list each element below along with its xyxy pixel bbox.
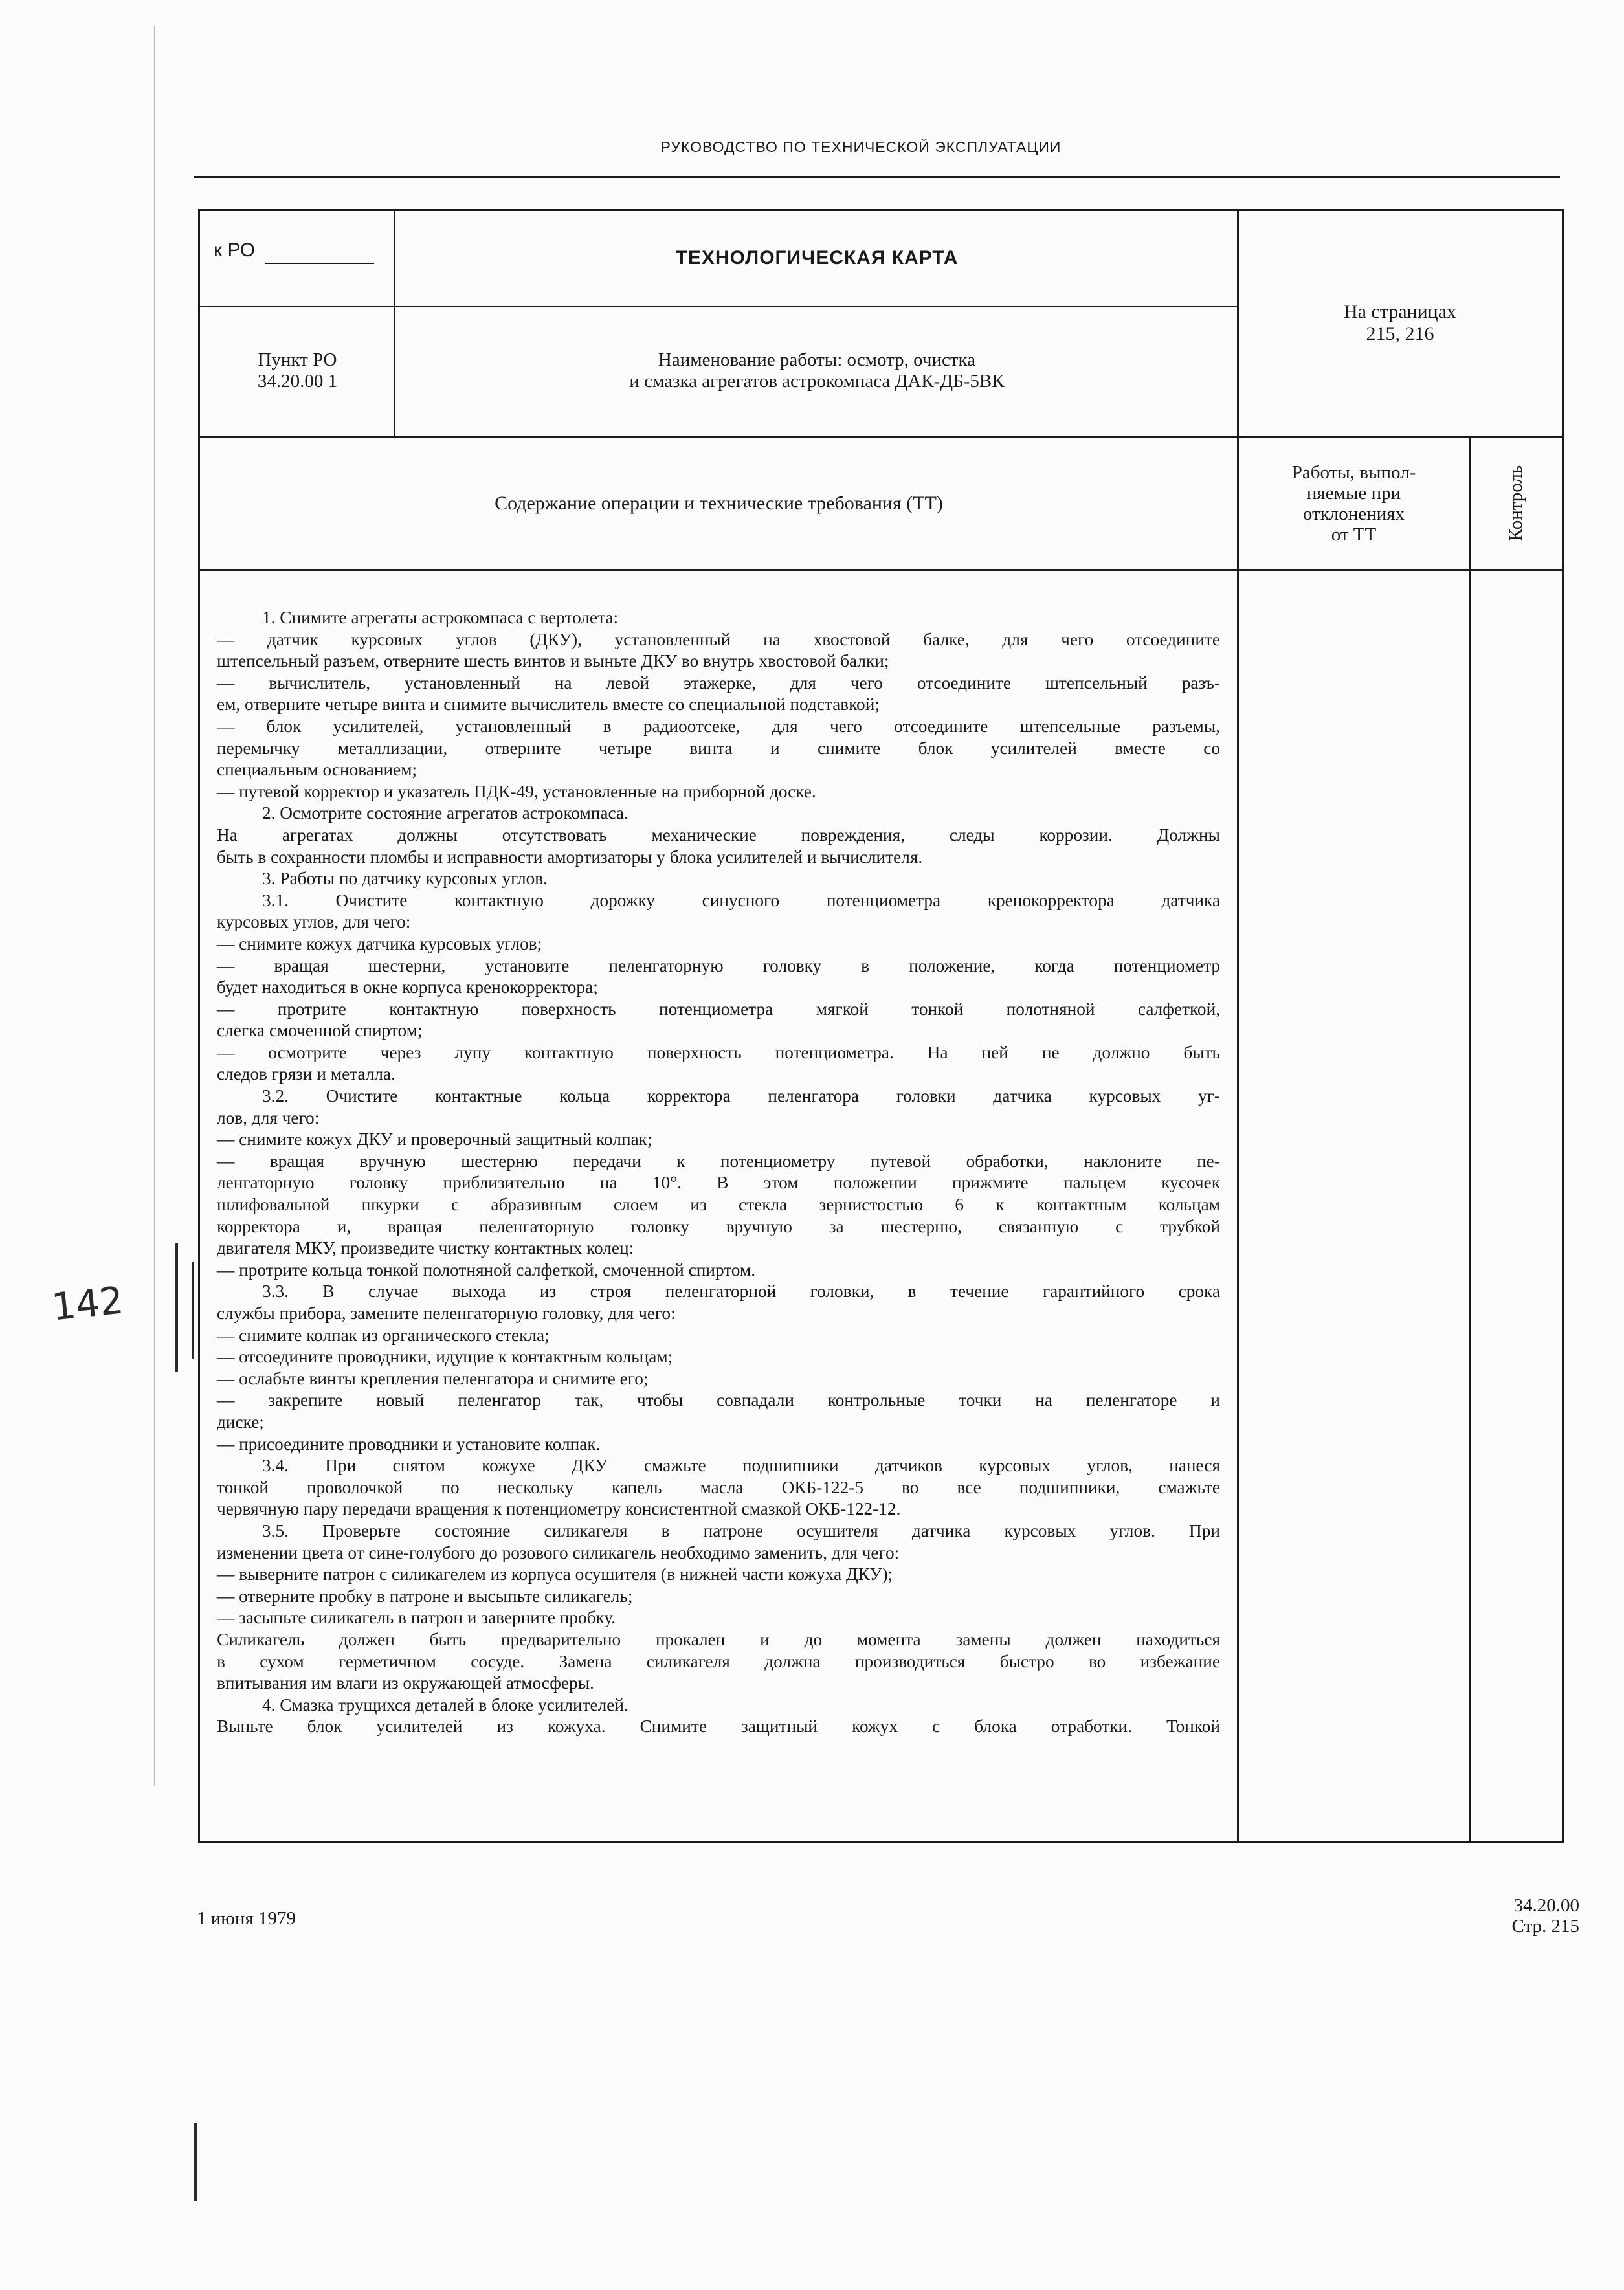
operation-content bbox=[217, 607, 1220, 1738]
content-line: быть в сохранности пломбы и исправности амортизаторы у блока усилителей и вычислителя. bbox=[217, 847, 923, 867]
footer-date: 1 июня 1979 bbox=[197, 1908, 296, 1929]
content-line: — закрепите новый пеленгатор так, чтобы совпадали контрольные точки на пеленгаторе и bbox=[217, 1390, 1220, 1410]
content-line: червячную пару передачи вращения к потенциометру консистентной смазкой ОКБ-122-12. bbox=[217, 1499, 901, 1519]
content-line: — вращая шестерни, установите пеленгаторную головку в положение, когда потенциометр bbox=[217, 955, 1220, 975]
content-line: 1. Снимите агрегаты астрокомпаса с вертолета: bbox=[262, 608, 619, 627]
content-line: ленгаторную головку приблизительно на 10°. В этом положении прижмите пальцем кусочек bbox=[217, 1173, 1220, 1193]
control-column-label: Контроль bbox=[1505, 465, 1526, 542]
content-line: 3.5. Проверьте состояние силикагеля в патроне осушителя датчика курсовых углов. При bbox=[262, 1520, 1220, 1540]
handwritten-margin-number: 142 bbox=[49, 1278, 126, 1329]
punkt-value: 34.20.00 1 bbox=[257, 371, 338, 392]
content-line: диске; bbox=[217, 1412, 264, 1432]
content-line: 3.3. В случае выхода из строя пеленгаторной головки, в течение гарантийного срока bbox=[262, 1282, 1220, 1302]
content-line: впитывания им влаги из окружающей атмосферы. bbox=[217, 1673, 594, 1693]
deviation-column-line: отклонениях bbox=[1302, 503, 1405, 524]
content-line: 3. Работы по датчику курсовых углов. bbox=[262, 869, 548, 889]
content-line: двигателя МКУ, произведите чистку контактных колец: bbox=[217, 1238, 634, 1258]
content-line: курсовых углов, для чего: bbox=[217, 912, 411, 932]
content-line: ем, отверните четыре винта и снимите вычислитель вместе со специальной подставкой; bbox=[217, 695, 880, 715]
content-line: — снимите кожух датчика курсовых углов; bbox=[217, 933, 542, 953]
content-line: 2. Осмотрите состояние агрегатов астрокомпаса. bbox=[262, 803, 628, 823]
work-name-line: Наименование работы: осмотр, очистка bbox=[658, 350, 976, 370]
ref-underline bbox=[265, 263, 374, 264]
content-line: Силикагель должен быть предварительно прокален и до момента замены должен находиться bbox=[217, 1629, 1220, 1649]
content-line: штепсельный разъем, отверните шесть винтов и выньте ДКУ во внутрь хвостовой балки; bbox=[217, 651, 889, 671]
content-line: 3.1. Очистите контактную дорожку синусного потенциометра кренокорректора датчика bbox=[262, 890, 1220, 910]
content-line: изменении цвета от сине-голубого до розового силикагель необходимо заменить, для чего: bbox=[217, 1542, 900, 1562]
content-line: — отсоедините проводники, идущие к контактным кольцам; bbox=[217, 1347, 673, 1367]
content-line: — блок усилителей, установленный в радиоотсеке, для чего отсоедините штепсельные разъемы, bbox=[217, 716, 1220, 736]
card-title bbox=[395, 210, 1238, 306]
content-line: шлифовальной шкурки с абразивным слоем из стекла зернистостью 6 к контактным кольцам bbox=[217, 1195, 1220, 1215]
punkt-label: Пункт РО bbox=[258, 350, 337, 370]
content-line: — протрите контактную поверхность потенциометра мягкой тонкой полотняной салфеткой, bbox=[217, 999, 1220, 1019]
grid-line bbox=[1469, 437, 1471, 1843]
content-line: будет находиться в окне корпуса кренокорректора; bbox=[217, 977, 598, 997]
content-column-head bbox=[199, 437, 1238, 570]
card-title-text: ТЕХНОЛОГИЧЕСКАЯ КАРТА bbox=[675, 247, 959, 269]
pages-label: На страницах bbox=[1343, 301, 1457, 322]
content-line: в сухом герметичном сосуде. Замена силикагеля должна производиться быстро во избежание bbox=[217, 1651, 1220, 1671]
footer-doc-code: 34.20.00 bbox=[1513, 1895, 1579, 1916]
pages-cell bbox=[1238, 210, 1562, 436]
content-line: перемычку металлизации, отверните четыре винта и снимите блок усилителей вместе со bbox=[217, 738, 1220, 758]
content-line: — снимите кожух ДКУ и проверочный защитный колпак; bbox=[217, 1129, 652, 1150]
content-line: — засыпьте силикагель в патрон и заверните пробку. bbox=[217, 1608, 616, 1628]
content-line: лов, для чего: bbox=[217, 1107, 320, 1128]
content-line: — вращая вручную шестерню передачи к потенциометру путевой обработки, наклоните пе- bbox=[217, 1151, 1220, 1171]
content-line: — отверните пробку в патроне и высыпьте силикагель; bbox=[217, 1586, 633, 1606]
running-head: РУКОВОДСТВО ПО ТЕХНИЧЕСКОЙ ЭКСПЛУАТАЦИИ bbox=[660, 139, 1062, 155]
control-column-head bbox=[1471, 437, 1562, 570]
punkt-cell bbox=[199, 306, 395, 436]
deviation-column-line: от ТТ bbox=[1331, 524, 1377, 545]
work-name-cell bbox=[395, 306, 1238, 436]
content-line: 3.2. Очистите контактные кольца корректора пеленгатора головки датчика курсовых уг- bbox=[262, 1086, 1220, 1106]
work-name-line: и смазка агрегатов астрокомпаса ДАК-ДБ-5ВК bbox=[629, 371, 1005, 392]
content-line: — присоедините проводники и установите колпак. bbox=[217, 1434, 601, 1454]
content-line: следов грязи и металла. bbox=[217, 1064, 395, 1084]
content-line: — протрите кольца тонкой полотняной салфеткой, смоченной спиртом. bbox=[217, 1260, 756, 1280]
content-line: — снимите колпак из органического стекла; bbox=[217, 1325, 550, 1345]
content-line: 4. Смазка трущихся деталей в блоке усилителей. bbox=[262, 1695, 628, 1715]
margin-mark bbox=[154, 26, 155, 1786]
deviation-column-head bbox=[1238, 437, 1469, 570]
content-line: — путевой корректор и указатель ПДК-49, установленные на приборной доске. bbox=[217, 781, 816, 801]
content-line: На агрегатах должны отсутствовать механические повреждения, следы коррозии. Должны bbox=[217, 825, 1220, 845]
content-line: — выверните патрон с силикагелем из корпуса осушителя (в нижней части кожуха ДКУ); bbox=[217, 1564, 893, 1584]
content-column-label: Содержание операции и технические требования (ТТ) bbox=[495, 492, 943, 514]
content-line: — ослабьте винты крепления пеленгатора и снимите его; bbox=[217, 1368, 649, 1388]
content-line: — датчик курсовых углов (ДКУ), установленный на хвостовой балке, для чего отсоедините bbox=[217, 629, 1220, 649]
content-line: — осмотрите через лупу контактную поверхность потенциометра. На ней не должно быть bbox=[217, 1042, 1220, 1062]
deviation-column-line: Работы, выпол- bbox=[1291, 461, 1416, 483]
margin-mark bbox=[194, 2123, 197, 2201]
deviation-column-line: няемые при bbox=[1306, 482, 1401, 504]
header-rule bbox=[194, 176, 1560, 178]
content-line: — вычислитель, установленный на левой этажерке, для чего отсоедините штепсельный разъ- bbox=[217, 673, 1220, 693]
pages-value: 215, 216 bbox=[1366, 323, 1434, 344]
ref-label: к РО bbox=[214, 239, 256, 261]
content-line: слегка смоченной спиртом; bbox=[217, 1021, 423, 1041]
content-line: Выньте блок усилителей из кожуха. Снимите защитный кожух с блока отработки. Тонкой bbox=[217, 1717, 1220, 1737]
margin-mark bbox=[192, 1262, 194, 1359]
content-line: корректора и, вращая пеленгаторную головку вручную за шестерню, связанную с трубкой bbox=[217, 1216, 1220, 1236]
margin-mark bbox=[175, 1243, 178, 1372]
content-line: тонкой проволочкой по нескольку капель масла ОКБ-122-5 во все подшипники, смажьте bbox=[217, 1477, 1220, 1497]
content-line: службы прибора, замените пеленгаторную головку, для чего: bbox=[217, 1304, 676, 1323]
content-line: специальным основанием; bbox=[217, 760, 417, 780]
content-line: 3.4. При снятом кожухе ДКУ смажьте подшипники датчиков курсовых углов, нанеся bbox=[262, 1456, 1220, 1476]
footer-code-block bbox=[1424, 1895, 1579, 1937]
footer-page-number: Стр. 215 bbox=[1511, 1916, 1579, 1937]
